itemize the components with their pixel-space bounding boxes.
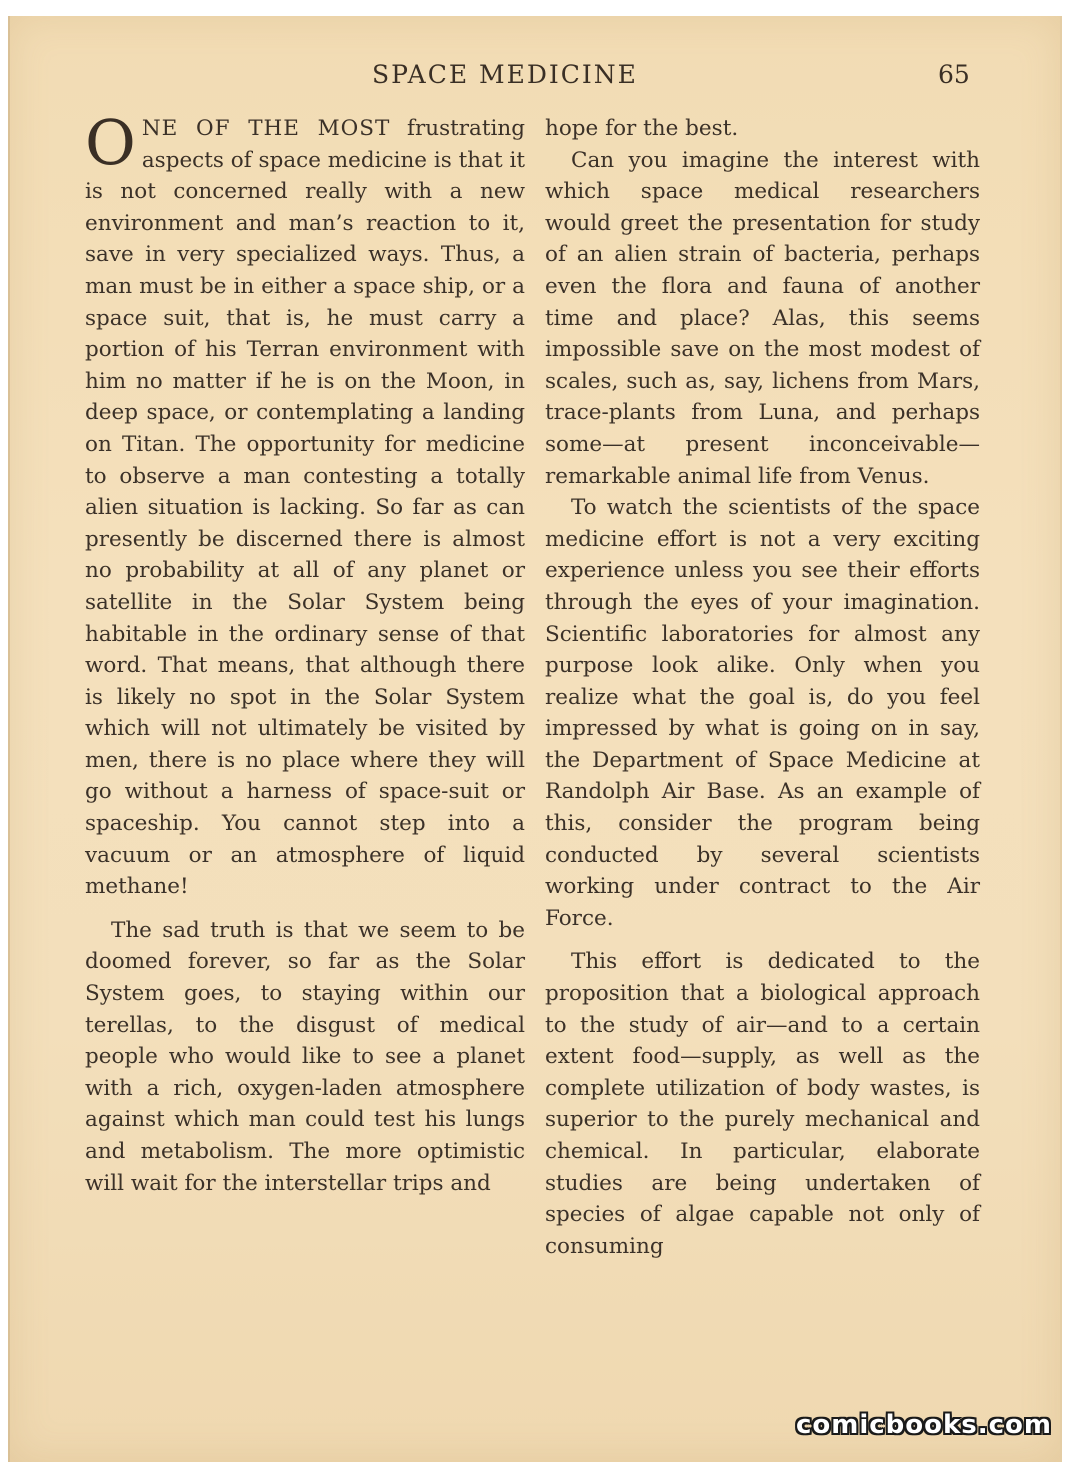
book-page (8, 16, 1062, 1462)
paragraph-1-text: frustrating aspects of space medicine is that it is not concerned really with a new environment and man’s reaction to it, save in very specialized ways. Thus, a man must be in either a space ship, or a space suit, that is, he must carry a portion of his Terran environment with him no matter if he is on the Moon, in deep space, or contemplating a landing on Titan. The opportunity for medicine to observe a man contesting a totally alien situation is lacking. So far as can presently be discerned there is almost no probability at all of any planet or satellite in the Solar System being habitable in the ordinary sense of that word. That means, that although there is likely no spot in the Solar System which will not ultimately be visited by men, there is no place where they will go without a harness of space-suit or spaceship. You cannot step into a vacuum or an atmosphere of liquid methane! (85, 116, 525, 900)
watermark-logo: comicbooks.com (795, 1410, 1052, 1440)
page-title: SPACE MEDICINE (372, 60, 638, 89)
page-number: 65 (938, 60, 970, 89)
left-column (85, 106, 525, 1199)
right-column (545, 113, 980, 1262)
paragraph-5: This effort is dedicated to the proposition that a biological approach to the study of air—and to a certain extent food—supply, as well as the complete utilization of body wastes, is superior to the purely mechanical and chemical. In particular, elaborate studies are being undertaken of species of algae capable not only of consuming (545, 949, 980, 1259)
paragraph-1 (85, 106, 525, 903)
lead-in-caps: NE OF THE MOST (141, 116, 391, 141)
paragraph-4: To watch the scientists of the space medicine effort is not a very exciting experience unless you see their efforts through the eyes of your imagination. Scientific laboratories for almost any purpose look alike. Only when you realize what the goal is, do you feel impressed by what is going on in say, the Department of Space Medicine at Randolph Air Base. As an example of this, consider the program being conducted by several scientists working under contract to the Air Force. (545, 495, 980, 931)
paragraph-2: The sad truth is that we seem to be doomed forever, so far as the Solar System goes, to staying within our terellas, to the disgust of medical people who would like to see a planet with a rich, oxygen-laden atmosphere against which man could test his lungs and metabolism. The more optimistic will wait for the interstellar trips and (85, 917, 525, 1196)
paragraph-continued: hope for the best. (545, 116, 739, 141)
paragraph-3: Can you imagine the interest with which space medical researchers would greet the presentation for study of an alien strain of bacteria, perhaps even the flora and fauna of another time and place? Alas, this seems impossible save on the most modest of scales, such as, say, lichens from Mars, trace-plants from Luna, and perhaps some—at present inconceivable—remarkable animal life from Venus. (545, 147, 980, 489)
drop-cap: O (85, 106, 136, 179)
